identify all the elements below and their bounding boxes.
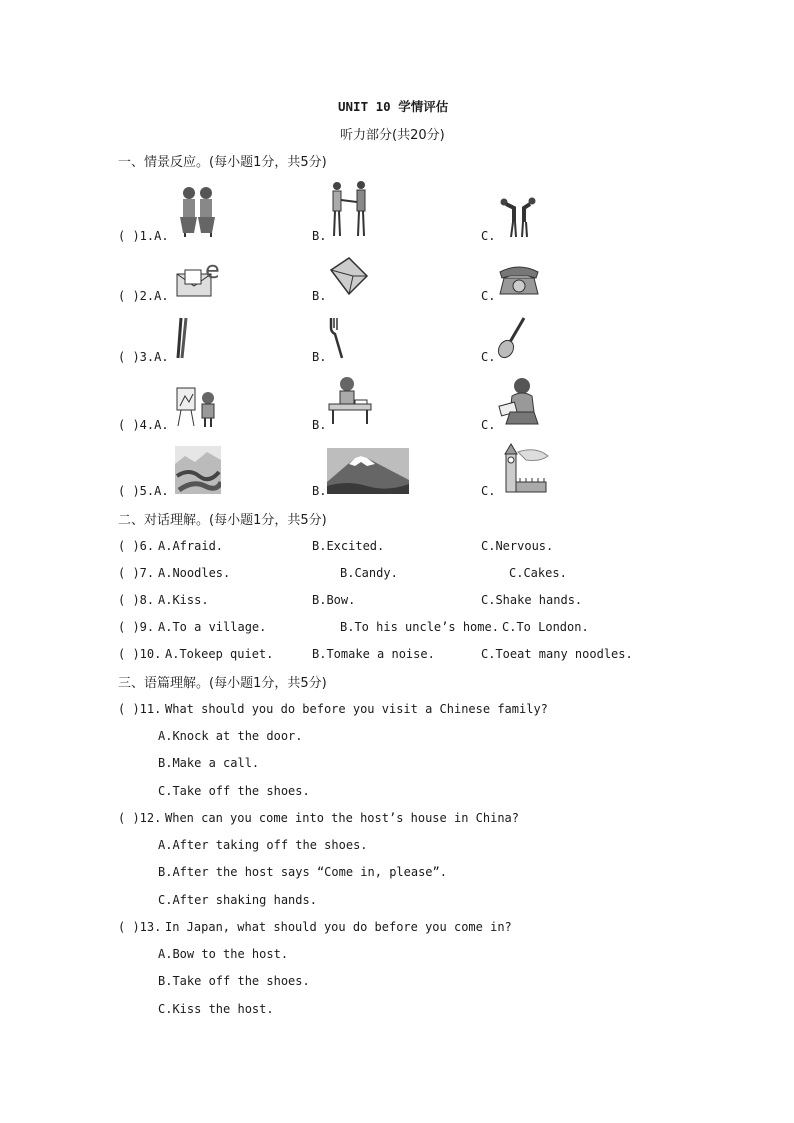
section2-heading: 二、对话理解。(每小题1分，共5分) <box>118 513 327 528</box>
question-3-option-c: C. <box>481 350 496 364</box>
question-12-option-b: B.After the host says “Come in, please”. <box>158 865 447 879</box>
question-13-option-a: A.Bow to the host. <box>158 947 289 961</box>
question-5-option-c: C. <box>481 484 496 498</box>
page-title: UNIT 10 学情评估 <box>338 99 449 114</box>
question-11-text: What should you do before you visit a Chinese family? <box>165 702 548 716</box>
question-6-option-b: B.Excited. <box>312 539 385 553</box>
question-6-option-a: A.Afraid. <box>158 539 224 553</box>
question-13-option-b: B.Take off the shoes. <box>158 974 310 988</box>
question-8-option-c: C.Shake hands. <box>481 593 583 607</box>
question-12-number: ( )12. <box>118 811 162 825</box>
page-subtitle: 听力部分(共20分) <box>340 128 445 143</box>
section1-heading: 一、情景反应。(每小题1分，共5分) <box>118 155 327 170</box>
question-7-option-c: C.Cakes. <box>509 566 567 580</box>
question-11-option-c: C.Take off the shoes. <box>158 784 310 798</box>
question-5-option-b: B. <box>312 484 327 498</box>
question-11-number: ( )11. <box>118 702 162 716</box>
big-ben-icon <box>496 442 550 494</box>
question-2-option-c: C. <box>481 289 496 303</box>
question-6-option-c: C.Nervous. <box>481 539 554 553</box>
great-wall-icon <box>175 446 221 494</box>
question-11-option-b: B.Make a call. <box>158 756 260 770</box>
question-9-option-b: B.To his uncle’s home. <box>340 620 499 634</box>
girl-writing-icon <box>327 374 373 426</box>
question-7-number: ( )7. <box>118 566 155 580</box>
question-13-number: ( )13. <box>118 920 162 934</box>
question-4-number: ( )4.A. <box>118 418 169 432</box>
two-girls-kissing-icon <box>175 183 221 238</box>
question-1-option-b: B. <box>312 229 327 243</box>
question-9-option-c: C.To London. <box>502 620 589 634</box>
question-13-option-c: C.Kiss the host. <box>158 1002 274 1016</box>
handshake-icon <box>327 180 371 238</box>
question-1-number: ( )1.A. <box>118 229 169 243</box>
question-10-option-a: A.Tokeep quiet. <box>165 647 274 661</box>
question-8-option-a: A.Kiss. <box>158 593 209 607</box>
email-envelope-icon <box>175 256 221 298</box>
question-5-number: ( )5.A. <box>118 484 169 498</box>
girl-reading-icon <box>496 376 544 428</box>
section3-heading: 三、语篇理解。(每小题1分，共5分) <box>118 676 327 691</box>
question-2-number: ( )2.A. <box>118 289 169 303</box>
question-12-option-c: C.After shaking hands. <box>158 893 317 907</box>
question-12-text: When can you come into the host’s house in China? <box>165 811 520 825</box>
question-4-option-c: C. <box>481 418 496 432</box>
chopsticks-icon <box>175 316 191 360</box>
question-1-option-c: C. <box>481 229 496 243</box>
boy-painting-icon <box>175 386 221 428</box>
question-6-number: ( )6. <box>118 539 155 553</box>
question-7-option-b: B.Candy. <box>340 566 398 580</box>
question-12-option-a: A.After taking off the shoes. <box>158 838 368 852</box>
question-9-option-a: A.To a village. <box>158 620 267 634</box>
question-3-option-b: B. <box>312 350 327 364</box>
letter-envelope-icon <box>327 254 371 298</box>
spoon-icon <box>496 316 528 360</box>
question-10-option-c: C.Toeat many noodles. <box>481 647 633 661</box>
question-8-option-b: B.Bow. <box>312 593 356 607</box>
question-10-option-b: B.Tomake a noise. <box>312 647 435 661</box>
question-11-option-a: A.Knock at the door. <box>158 729 303 743</box>
telephone-icon <box>496 262 542 296</box>
question-4-option-b: B. <box>312 418 327 432</box>
question-8-number: ( )8. <box>118 593 155 607</box>
question-10-number: ( )10. <box>118 647 162 661</box>
question-3-number: ( )3.A. <box>118 350 169 364</box>
two-people-bowing-icon <box>496 192 542 238</box>
question-13-text: In Japan, what should you do before you come in? <box>165 920 512 934</box>
mount-fuji-icon <box>327 448 409 494</box>
svg-text:e: e <box>205 256 220 284</box>
question-7-option-a: A.Noodles. <box>158 566 231 580</box>
question-2-option-b: B. <box>312 289 327 303</box>
fork-icon <box>327 316 349 360</box>
question-9-number: ( )9. <box>118 620 155 634</box>
